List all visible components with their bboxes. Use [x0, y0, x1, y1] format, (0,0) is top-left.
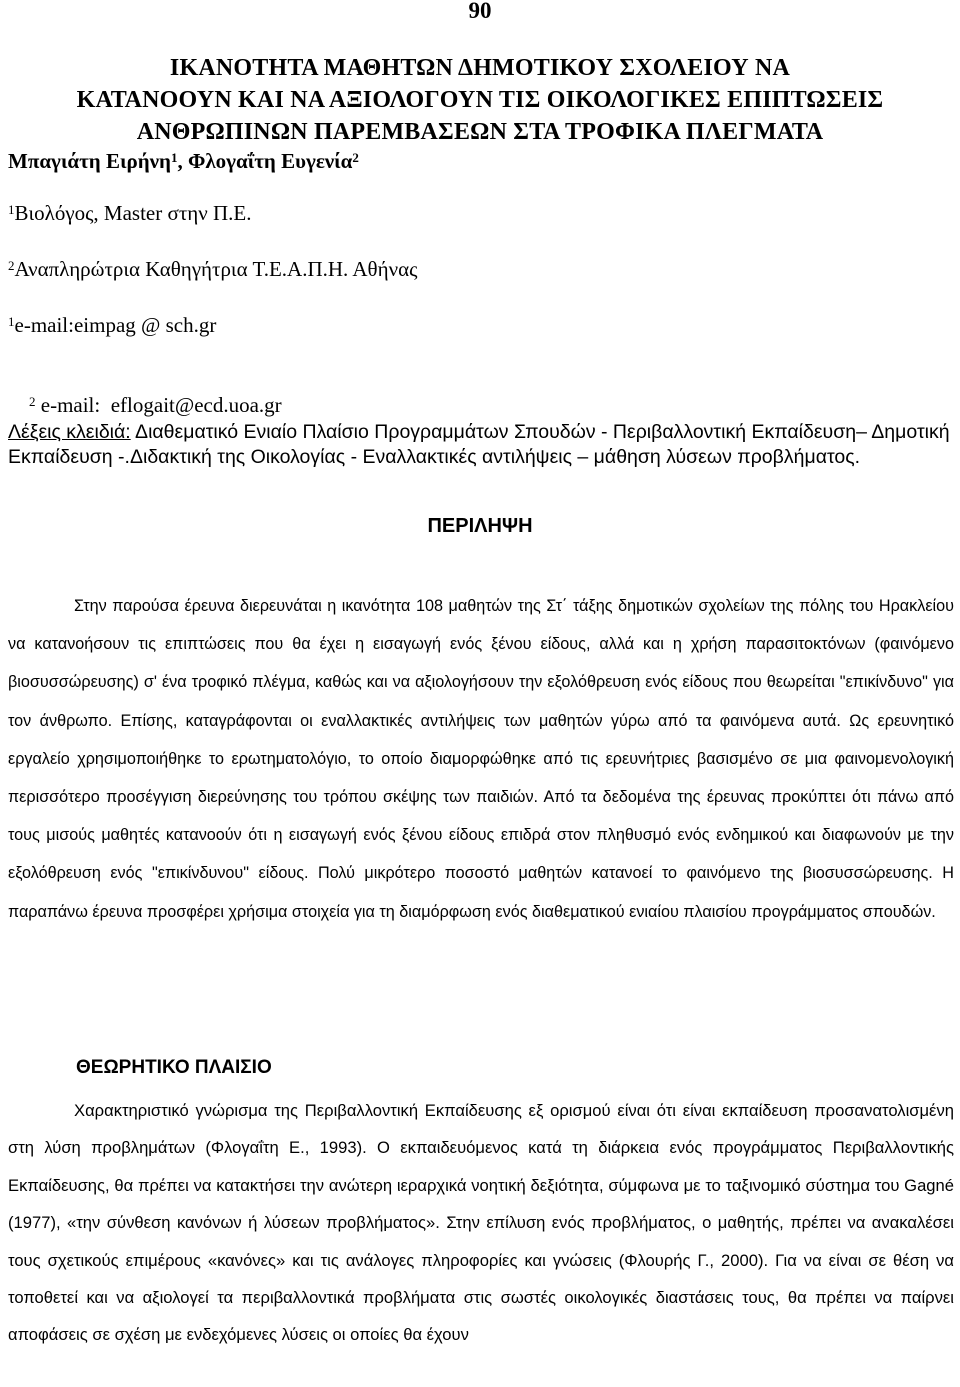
affiliation-superscript: 2	[29, 394, 36, 409]
abstract-heading-text: ΠΕΡΙΛΗΨΗ	[427, 515, 533, 537]
title-line: ΙΚΑΝΟΤΗΤΑ ΜΑΘΗΤΩΝ ΔΗΜΟΤΙΚΟΥ ΣΧΟΛΕΙΟΥ ΝΑ	[169, 55, 791, 81]
author-separator: ,	[177, 149, 188, 173]
email-text: e-mail:eimpag @ sch.gr	[14, 313, 217, 337]
title-line: ΚΑΤΑΝΟΟΥΝ ΚΑΙ ΝΑ ΑΞΙΟΛΟΓΟΥΝ ΤΙΣ ΟΙΚΟΛΟΓΙΚΕΣ ΕΠΙΠΤΩΣΕΙΣ	[76, 87, 884, 113]
email-line	[8, 312, 216, 338]
author-list	[8, 148, 359, 174]
keywords-label: Λέξεις κλειδιά:	[8, 421, 131, 443]
section-heading: ΘΕΩΡΗΤΙΚΟ ΠΛΑΙΣΙΟ	[76, 1057, 272, 1078]
paper-title	[0, 52, 960, 148]
page-number: 90	[468, 0, 492, 23]
affiliation-superscript: 2	[8, 258, 15, 273]
title-line: ΑΝΘΡΩΠΙΝΩΝ ΠΑΡΕΜΒΑΣΕΩΝ ΣΤΑ ΤΡΟΦΙΚΑ ΠΛΕΓΜΑΤΑ	[136, 119, 824, 145]
affiliation-text: Αναπληρώτρια Καθηγήτρια Τ.Ε.Α.Π.Η. Αθήνας	[14, 257, 418, 281]
keywords-block	[8, 420, 953, 469]
author-name: Φλογαΐτη Ευγενία	[187, 149, 353, 173]
abstract-heading	[0, 512, 960, 540]
abstract-paragraph: Στην παρούσα έρευνα διερευνάται η ικανότητα 108 μαθητών της Στ΄ τάξης δημοτικών σχολείων της πόλης του Ηρακλείου να κατανοήσουν τις επιπτώσεις που θα έχει η εισαγωγή ενός ξένου είδους, αλλά και η χρήση παρασιτοκτόνων (φαινόμενο βιοσυσσώρευσης) σ' ένα τροφικό πλέγμα, καθώς και να αξιολογήσουν την εξολόθρευση ενός είδους που θεωρείται "επικίνδυνο" για τον άνθρωπο. Επίσης, καταγράφονται οι εναλλακτικές αντιλήψεις των μαθητών γύρω από τα φαινόμενα αυτά. Ως ερευνητικό εργαλείο χρησιμοποιήθηκε το ερωτηματολόγιο, το οποίο διαμορφώθηκε από τις ερευνήτριες βασισμένο σε μια φαινομενολογική περισσότερο προσέγγιση διερεύνησης του τρόπου σκέψης των παιδιών. Από τα δεδομένα της έρευνας προκύπτει ότι πάνω από τους μισούς μαθητές κατανοούν ότι η εισαγωγή ενός ξένου είδους επιδρά στον πληθυσμό ενός ενδημικού και διαφωνούν με την εξολόθρευση ενός "επικίνδυνου" είδους. Πολύ μικρότερο ποσοστό μαθητών κατανοεί το φαινόμενο της βιοσυσσώρευσης. Η παραπάνω έρευνα προσφέρει χρήσιμα στοιχεία για τη διαμόρφωση ενός διαθεματικού ενιαίου πλαισίου προγράμματος σπουδών.	[8, 597, 954, 921]
keywords-text: Διαθεματικό Ενιαίο Πλαίσιο Προγραμμάτων Σπουδών - Περιβαλλοντική Εκπαίδευση– Δημοτική Εκπαίδευση -.Διδακτική της Οικολογίας - Εναλλακτικές αντιλήψεις – μάθηση λύσεων προβλήματος.	[8, 421, 950, 468]
affiliation-line	[8, 256, 417, 282]
author-name: Μπαγιάτη Ειρήνη	[8, 149, 171, 173]
affiliation-superscript: 1	[8, 314, 15, 329]
author-superscript: 2	[352, 150, 359, 165]
affiliation-line	[8, 200, 251, 226]
section-paragraph: Χαρακτηριστικό γνώρισμα της Περιβαλλοντική Εκπαίδευσης εξ ορισμού είναι ότι είναι εκπαίδευση προσανατολισμένη στη λύση προβλημάτων (Φλογαΐτη Ε., 1993). Ο εκπαιδευόμενος κατά τη διάρκεια ενός προγράμματος Περιβαλλοντικής Εκπαίδευσης, θα πρέπει να κατακτήσει την ανώτερη ιεραρχικά νοητική δεξιότητα, σύμφωνα με το ταξινομικό σύστημα του Gagné (1977), «την σύνθεση κανόνων ή λύσεων προβλήματος». Στην επίλυση ενός προβλήματος, ο μαθητής, πρέπει να ανακαλέσει τους σχετικούς επιμέρους «κανόνες» και τις ανάλογες πληροφορίες και γνώσεις (Φλουρής Γ., 2000). Για να είναι σε θέση να τοποθετεί και να αξιολογεί τα περιβαλλοντικά προβλήματα στις σωστές οικολογικές διαστάσεις τους, θα πρέπει να παίρνει αποφάσεις σε σχέση με ενδεχόμενες λύσεις οι οποίες θα έχουν	[8, 1101, 954, 1345]
author-superscript: 1	[170, 150, 178, 165]
affiliation-text: Βιολόγος, Master στην Π.Ε.	[14, 201, 252, 225]
affiliation-superscript: 1	[8, 202, 15, 217]
email-text: e-mail: eflogait@ecd.uoa.gr	[40, 393, 282, 417]
